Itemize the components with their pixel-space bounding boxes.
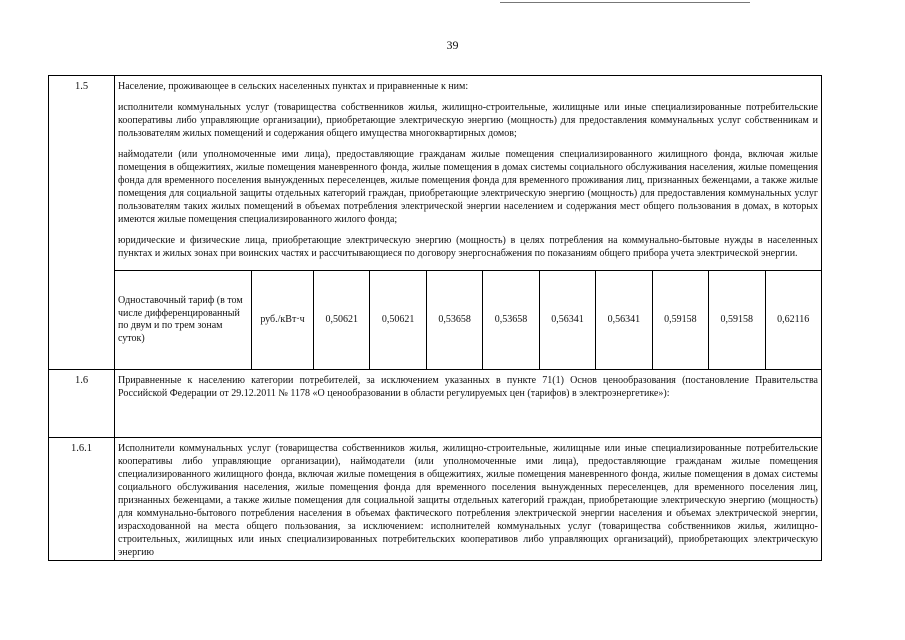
tariff-value: 0,59158 (709, 271, 765, 369)
page-number: 39 (446, 38, 459, 52)
paragraph: Приравненные к населению категории потребителей, за исключением указанных в пункте 71(1) Основ ценообразования (постановление Правительства Российской Федерации от 29.12.2011 № 1178 «О ценообразовании в области регулируемых цен (тарифов) в электроэнергетике»): (118, 375, 818, 399)
tariff-document-table (48, 75, 822, 561)
row-content (115, 76, 821, 369)
tariff-unit: руб./кВт·ч (252, 271, 314, 369)
table-row-1-6 (49, 369, 821, 437)
paragraph: наймодатели (или уполномоченные ими лица), предоставляющие гражданам жилые помещения специализированного жилищного фонда, включая жилые помещения в общежитиях, жилые помещения маневренного фонда, жилые помещения в домах системы социального обслуживания населения, жилые помещения фонда для временного поселения вынужденных переселенцев, жилые помещения фонда для временного проживания лиц, признанных беженцами, а также жилые помещения для социальной защиты отдельных категорий граждан, приобретающие электрическую энергию (мощность) для предоставления коммунальных услуг пользователям таких жилых помещений в объемах потребления электрической энергии населением и содержания мест общего пользования в домах, в которых имеются жилые помещения специализированного жилого фонда; (118, 149, 818, 225)
row-content (115, 370, 821, 437)
tariff-value: 0,56341 (540, 271, 596, 369)
tariff-label: Одноставочный тариф (в том числе дифференцированный по двум и по трем зонам суток) (115, 271, 252, 369)
paragraph: Исполнители коммунальных услуг (товарищества собственников жилья, жилищно-строительные, жилищные или иные специализированные потребительские кооперативы либо управляющие организации), наймодатели (или уполномоченные ими лица), предоставляющие гражданам жилые помещения специализированного жилищного фонда, включая жилые помещения в общежитиях, жилые помещения маневренного фонда, жилые помещения в домах системы социального обслуживания населения, жилые помещения фонда для временного поселения вынужденных переселенцев, для временного поселения лиц, признанных беженцами, а также жилые помещения для социальной защиты отдельных категорий граждан, приобретающие электрическую энергию (мощность) для коммунально-бытового потребления населения в объемах фактического потребления электрической энергии населения и объемах электрической энергии, израсходованной на места общего пользования, за исключением: исполнителей коммунальных услуг (товарищества собственников жилья, жилищно-строительных, жилищных или иных специализированных потребительских кооперативов либо управляющих организаций), приобретающих электрическую энергию (118, 443, 818, 558)
table-row-1-6-1 (49, 437, 821, 561)
tariff-value: 0,50621 (314, 271, 370, 369)
tariff-value: 0,59158 (653, 271, 709, 369)
row-number: 1.6.1 (49, 438, 115, 560)
tariff-value: 0,50621 (370, 271, 426, 369)
paragraph: Население, проживающее в сельских населенных пунктах и приравненные к ним: (118, 81, 469, 92)
paragraph: юридические и физические лица, приобретающие электрическую энергию (мощность) в целях потребления на коммунально-бытовые нужды в населенных пунктах и жилых зонах при воинских частях и рассчитывающиеся по договору энергоснабжения по показаниям общего прибора учета электрической энергии. (118, 235, 818, 259)
table-row-1-5 (49, 75, 821, 369)
top-rule (500, 2, 750, 3)
row-number: 1.5 (49, 76, 115, 369)
tariff-value: 0,62116 (777, 313, 810, 325)
row-number: 1.6 (49, 370, 115, 437)
tariff-value: 0,53658 (427, 271, 483, 369)
paragraph: исполнители коммунальных услуг (товарищества собственников жилья, жилищно-строительные, жилищные или иные специализированные потребительские кооперативы либо управляющие организации), приобретающие электрическую энергию (мощность) для предоставления коммунальных услуг собственникам и пользователям жилых помещений и содержания общего имущества многоквартирных домов; (118, 102, 818, 139)
tariff-value: 0,56341 (596, 271, 652, 369)
tariff-values-table (115, 270, 821, 369)
tariff-value: 0,53658 (483, 271, 539, 369)
row-content (115, 438, 821, 560)
